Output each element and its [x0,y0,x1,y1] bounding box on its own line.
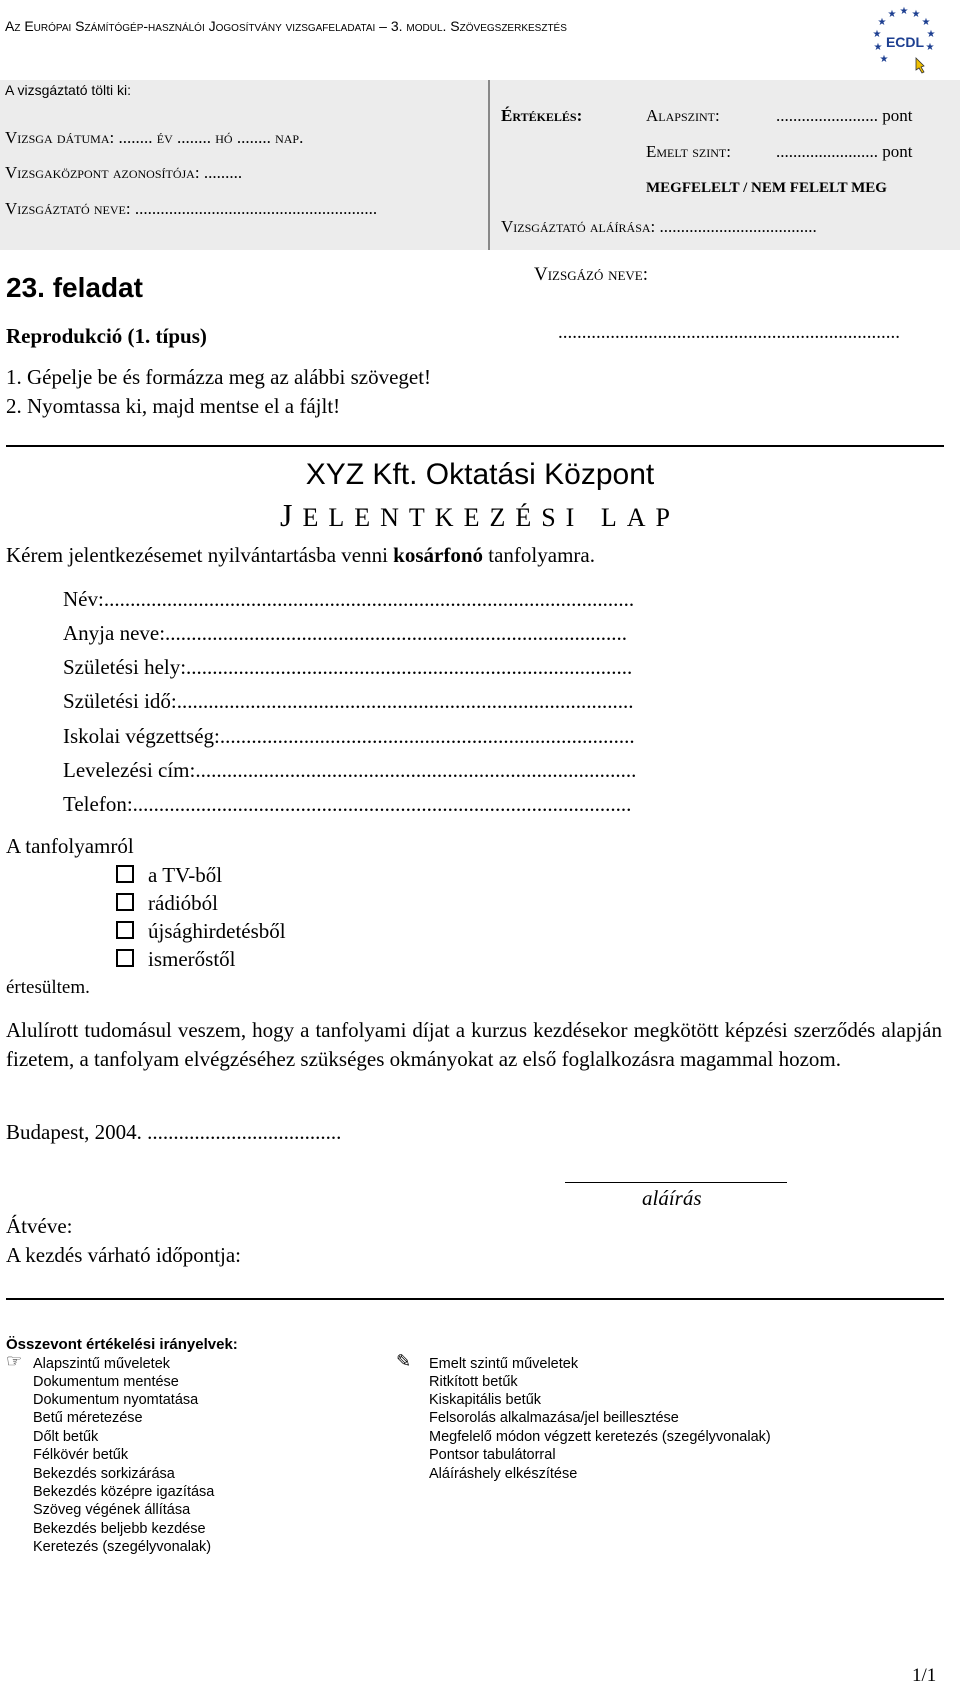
start-time-label: A kezdés várható időpontja: [6,1243,242,1267]
advanced-item: Kiskapitális betűk [429,1392,542,1408]
svg-text:★: ★ [925,42,935,53]
examiner-signature-field: Vizsgáztató aláírása: ..................................... [501,217,817,236]
header-title: Az Európai Számítógép-használói Jogosítvány vizsgafeladatai – 3. modul. Szövegszerkesztés [5,18,567,34]
instruction-2: 2. Nyomtassa ki, majd mentse el a fájlt! [6,394,341,418]
request-sentence [6,543,595,568]
source-label: ismerőstől [148,947,236,971]
basic-item: Alapszintű műveletek [33,1356,171,1372]
advanced-level-label: Emelt szint: [646,142,731,161]
svg-text:★: ★ [877,17,887,28]
hand-pointing-icon: ☞ [6,1351,23,1371]
svg-text:★: ★ [872,29,882,40]
basic-item: Félkövér betűk [33,1447,129,1463]
pen-icon: ✎ [396,1351,412,1371]
fill-label: A vizsgáztató tölti ki: [5,82,132,98]
checkbox-icon[interactable] [116,893,134,911]
basic-item: Dőlt betűk [33,1429,99,1445]
svg-text:★: ★ [921,17,931,28]
source-label: újsághirdetésből [148,919,286,943]
place-date: Budapest, 2004. ..................................... [6,1120,342,1144]
informed-text: értesültem. [6,977,90,998]
terms-paragraph: Alulírott tudomásul veszem, hogy a tanfolyami díjat a kurzus kezdésekor megkötött képzési szerződés alapján fizetem, a tanfolyam elvégzéséhez szükséges okmányokat az első foglalkozásra magammal hozom. [6,1018,942,1071]
ecdl-stars-logo-icon [868,4,940,76]
signature-label: aláírás [642,1186,702,1210]
field-birth-date: Születési idő:....................................................................................... [63,689,634,713]
svg-text:★: ★ [899,6,909,17]
signature-line [565,1182,787,1183]
source-option-acquaintance[interactable] [116,947,236,972]
svg-text:★: ★ [911,9,921,20]
basic-item: Szöveg végének állítása [33,1502,191,1518]
svg-text:★: ★ [873,42,883,53]
field-mother-name: Anyja neve:........................................................................................ [63,621,628,645]
instruction-1: 1. Gépelje be és formázza meg az alábbi szöveget! [6,365,432,389]
field-address: Levelezési cím:.................................................................................... [63,758,637,782]
basic-item: Bekezdés beljebb kezdése [33,1521,206,1537]
basic-points-field: ........................ pont [776,106,913,125]
field-name: Név:..................................................................................................... [63,587,635,611]
advanced-item: Megfelelő módon végzett keretezés (szegélyvonalak) [429,1429,771,1445]
advanced-item: Felsorolás alkalmazása/jel beillesztése [429,1410,679,1426]
course-name: kosárfonó [393,543,484,567]
basic-level-label: Alapszint: [646,106,720,125]
info-divider [488,80,490,250]
basic-item: Bekezdés középre igazítása [33,1484,215,1500]
top-separator [6,445,944,447]
checkbox-icon[interactable] [116,921,134,939]
source-label: rádióból [148,891,218,915]
task-number: 23. feladat [6,272,143,303]
examiner-name-field: Vizsgáztató neve: ......................................................... [5,199,378,218]
checkbox-icon[interactable] [116,949,134,967]
svg-text:★: ★ [887,9,897,20]
checkbox-icon[interactable] [116,865,134,883]
examinee-name-field: ........................................................................ [558,322,900,343]
advanced-points-field: ........................ pont [776,142,913,161]
field-phone: Telefon:............................................................................................... [63,792,632,816]
ecdl-logo [868,4,940,76]
source-label: a TV-ből [148,863,223,887]
task-type: Reprodukció (1. típus) [6,324,207,348]
evaluation-title: Összevont értékelési irányelvek: [6,1336,238,1353]
examinee-name-label: Vizsgázó neve: [534,264,649,285]
page-number: 1/1 [912,1665,937,1686]
advanced-item: Aláíráshely elkészítése [429,1466,578,1482]
received-label: Átvéve: [6,1214,73,1238]
request-text-end: tanfolyamra. [483,543,595,567]
bottom-separator [6,1298,944,1300]
basic-item: Bekezdés sorkizárása [33,1466,175,1482]
advanced-item: Ritkított betűk [429,1374,518,1390]
svg-text:★: ★ [879,54,889,65]
svg-text:★: ★ [926,29,936,40]
svg-text:ECDL: ECDL [885,34,925,50]
result-field: MEGFELELT / NEM FELELT MEG [646,180,887,196]
form-title-initial: J [280,497,303,533]
basic-item: Dokumentum nyomtatása [33,1392,199,1408]
exam-date-field: Vizsga dátuma: ........ év ........ hó ........ nap. [5,128,304,147]
center-id-field: Vizsgaközpont azonosítója: ......... [5,163,243,182]
field-education: Iskolai végzettség:............................................................................... [63,724,635,748]
source-option-radio[interactable] [116,891,218,916]
form-title-rest: ELENTKEZÉSI LAP [302,503,680,532]
field-birth-place: Születési hely:..................................................................................... [63,655,633,679]
basic-item: Keretezés (szegélyvonalak) [33,1539,212,1555]
advanced-item: Pontsor tabulátorral [429,1447,556,1463]
source-option-newspaper[interactable] [116,919,286,944]
basic-item: Betű méretezése [33,1410,143,1426]
form-title [0,497,960,534]
source-intro: A tanfolyamról [6,834,134,858]
request-text-start: Kérem jelentkezésemet nyilvántartásba venni [6,543,394,567]
basic-item: Dokumentum mentése [33,1374,179,1390]
eval-label: Értékelés: [501,106,583,125]
company-heading: XYZ Kft. Oktatási Központ [305,458,655,491]
source-option-tv[interactable] [116,863,222,888]
advanced-item: Emelt szintű műveletek [429,1356,579,1372]
